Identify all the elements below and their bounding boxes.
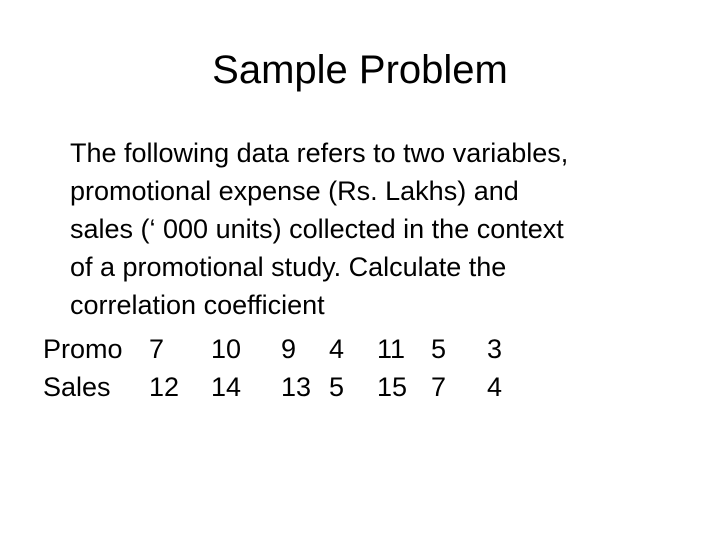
table-cell: 7 xyxy=(431,372,447,402)
table-cell: 13 xyxy=(281,372,312,402)
table-cell: 12 xyxy=(149,372,180,402)
table-row-promo xyxy=(43,330,502,368)
data-table xyxy=(43,330,502,406)
table-cell: 11 xyxy=(377,334,406,364)
row-label: Promo xyxy=(43,334,123,364)
table-cell: 4 xyxy=(487,372,503,402)
table-cell: 5 xyxy=(431,334,447,364)
row-label: Sales xyxy=(43,372,111,402)
slide-title: Sample Problem xyxy=(212,48,508,92)
table-cell: 3 xyxy=(487,334,503,364)
table-cell: 15 xyxy=(377,372,408,402)
table-cell: 7 xyxy=(149,334,165,364)
problem-line: promotional expense (Rs. Lakhs) and xyxy=(70,176,519,206)
table-cell: 9 xyxy=(281,334,297,364)
table-cell: 5 xyxy=(329,372,345,402)
table-cell: 10 xyxy=(211,334,242,364)
table-row-sales xyxy=(43,368,502,406)
problem-line: The following data refers to two variables, xyxy=(70,138,569,168)
problem-line: sales (‘ 000 units) collected in the context xyxy=(70,214,564,244)
table-cell: 14 xyxy=(211,372,242,402)
problem-statement xyxy=(70,134,690,324)
problem-line: correlation coefficient xyxy=(70,290,325,320)
problem-line: of a promotional study. Calculate the xyxy=(70,252,507,282)
table-cell: 4 xyxy=(329,334,345,364)
